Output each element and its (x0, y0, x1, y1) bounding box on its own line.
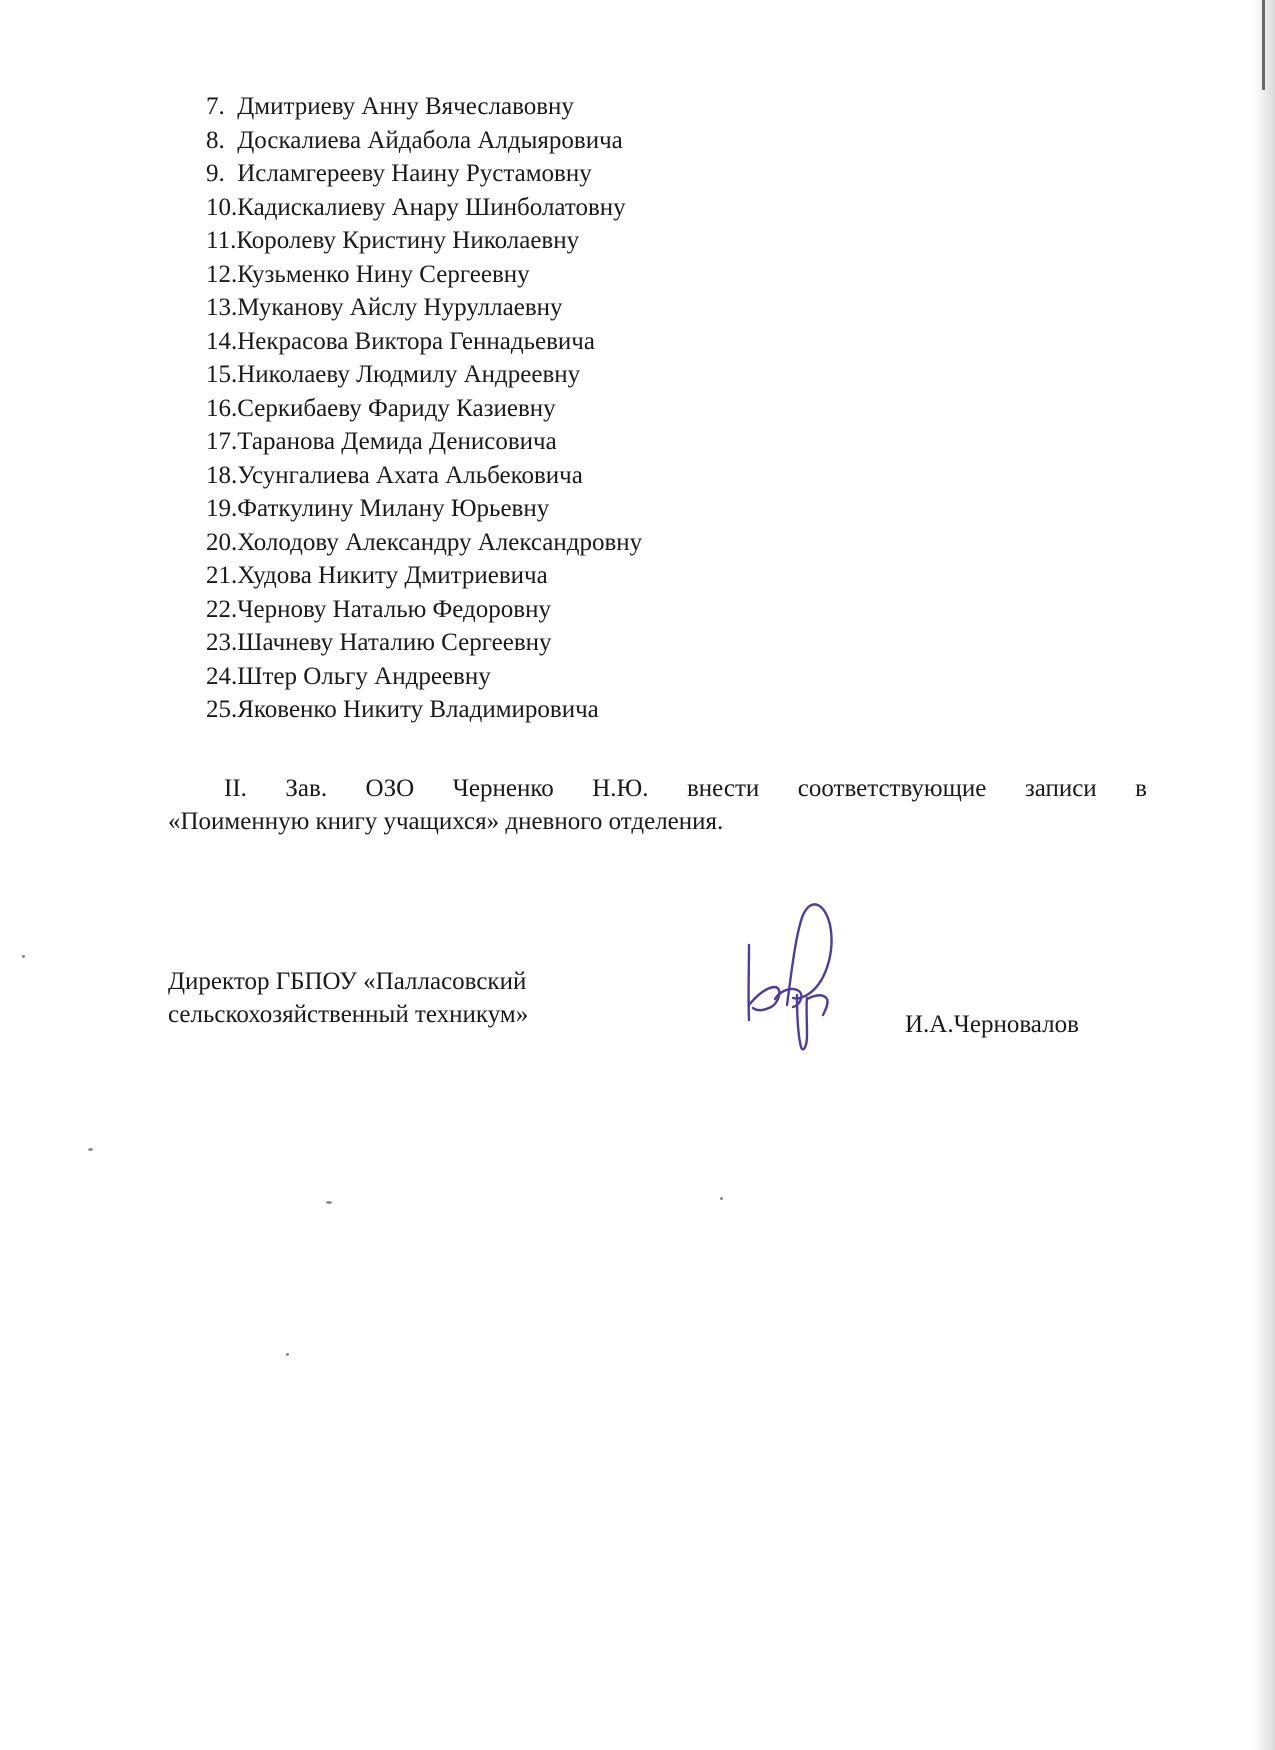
student-name: Таранова Демида Денисовича (237, 428, 557, 455)
student-name: Серкибаеву Фариду Казиевну (237, 394, 556, 422)
student-name: Николаеву Людмилу Андреевну (237, 361, 581, 388)
student-list-item (206, 124, 642, 158)
student-name: Некрасова Виктора Геннадьевича (237, 327, 595, 355)
student-list-item (206, 157, 642, 191)
student-number: 17. (206, 428, 238, 455)
student-number: 24. (206, 662, 238, 690)
student-name: Доскалиева Айдабола Алдыяровича (237, 126, 623, 154)
student-number: 21. (206, 562, 238, 589)
student-list-item (206, 693, 642, 727)
student-name: Чернову Наталью Федоровну (237, 595, 551, 623)
student-list-item (206, 559, 642, 593)
student-name: Худова Никиту Дмитриевича (237, 562, 548, 589)
student-list-item (206, 258, 642, 292)
student-name: Яковенко Никиту Владимировича (237, 696, 599, 723)
student-list-item (206, 358, 642, 392)
student-number: 13. (206, 294, 238, 321)
student-name: Муканову Айслу Нуруллаевну (237, 294, 563, 321)
scan-speck (88, 1148, 93, 1151)
student-number: 12. (206, 260, 238, 288)
signer-name: И.А.Черновалов (905, 1011, 1079, 1038)
student-number: 9. (206, 160, 225, 187)
student-number: 8. (206, 126, 225, 154)
student-number: 15. (206, 361, 238, 388)
student-name: Кузьменко Нину Сергеевну (237, 260, 530, 288)
instruction-paragraph (168, 772, 1147, 838)
student-list-item (206, 459, 642, 493)
student-name: Исламгерееву Наину Рустамовну (237, 160, 592, 187)
student-number: 22. (206, 595, 238, 623)
student-list-item (206, 526, 642, 560)
student-list-item (206, 191, 642, 225)
student-list (206, 90, 642, 727)
student-list-item (206, 291, 642, 325)
student-list-item (206, 224, 642, 258)
student-name: Дмитриеву Анну Вячеславовну (237, 93, 574, 120)
student-list-item (206, 325, 642, 359)
scan-edge (1253, 0, 1275, 1750)
student-number: 20. (206, 528, 238, 556)
student-list-item (206, 626, 642, 660)
scan-edge-mark (1262, 0, 1265, 90)
student-number: 7. (206, 93, 225, 120)
student-name: Усунгалиева Ахата Альбековича (237, 461, 583, 489)
student-number: 23. (206, 629, 238, 656)
paragraph-line-2: «Поименную книгу учащихся» дневного отделения. (168, 808, 724, 835)
student-number: 25. (206, 696, 238, 723)
student-list-item (206, 392, 642, 426)
student-list-item (206, 660, 642, 694)
paragraph-line-1: II. Зав. ОЗО Черненко Н.Ю. внести соответствующие записи в (224, 775, 1147, 802)
student-name: Шачневу Наталию Сергеевну (237, 629, 552, 656)
student-name: Королеву Кристину Николаевну (236, 227, 580, 254)
scan-speck (22, 955, 25, 958)
scan-speck (286, 1353, 289, 1356)
student-list-item (206, 90, 642, 124)
student-name: Холодову Александру Александровну (237, 528, 643, 556)
student-name: Штер Ольгу Андреевну (237, 662, 491, 690)
student-list-item (206, 425, 642, 459)
student-name: Кадискалиеву Анару Шинболатовну (237, 193, 626, 221)
student-number: 11. (206, 227, 237, 254)
student-name: Фаткулину Милану Юрьевну (237, 495, 550, 522)
student-number: 10. (206, 193, 238, 221)
director-position-line-1: Директор ГБПОУ «Палласовский (168, 968, 527, 995)
student-number: 16. (206, 394, 238, 422)
student-list-item (206, 492, 642, 526)
student-number: 19. (206, 495, 238, 522)
director-position-line-2: сельскохозяйственный техникум» (168, 1001, 529, 1028)
student-list-item (206, 593, 642, 627)
scan-speck (720, 1197, 723, 1200)
scan-speck (326, 1201, 332, 1204)
student-number: 18. (206, 461, 238, 489)
student-number: 14. (206, 327, 238, 355)
handwritten-signature (735, 895, 870, 1055)
director-position (168, 965, 528, 1031)
